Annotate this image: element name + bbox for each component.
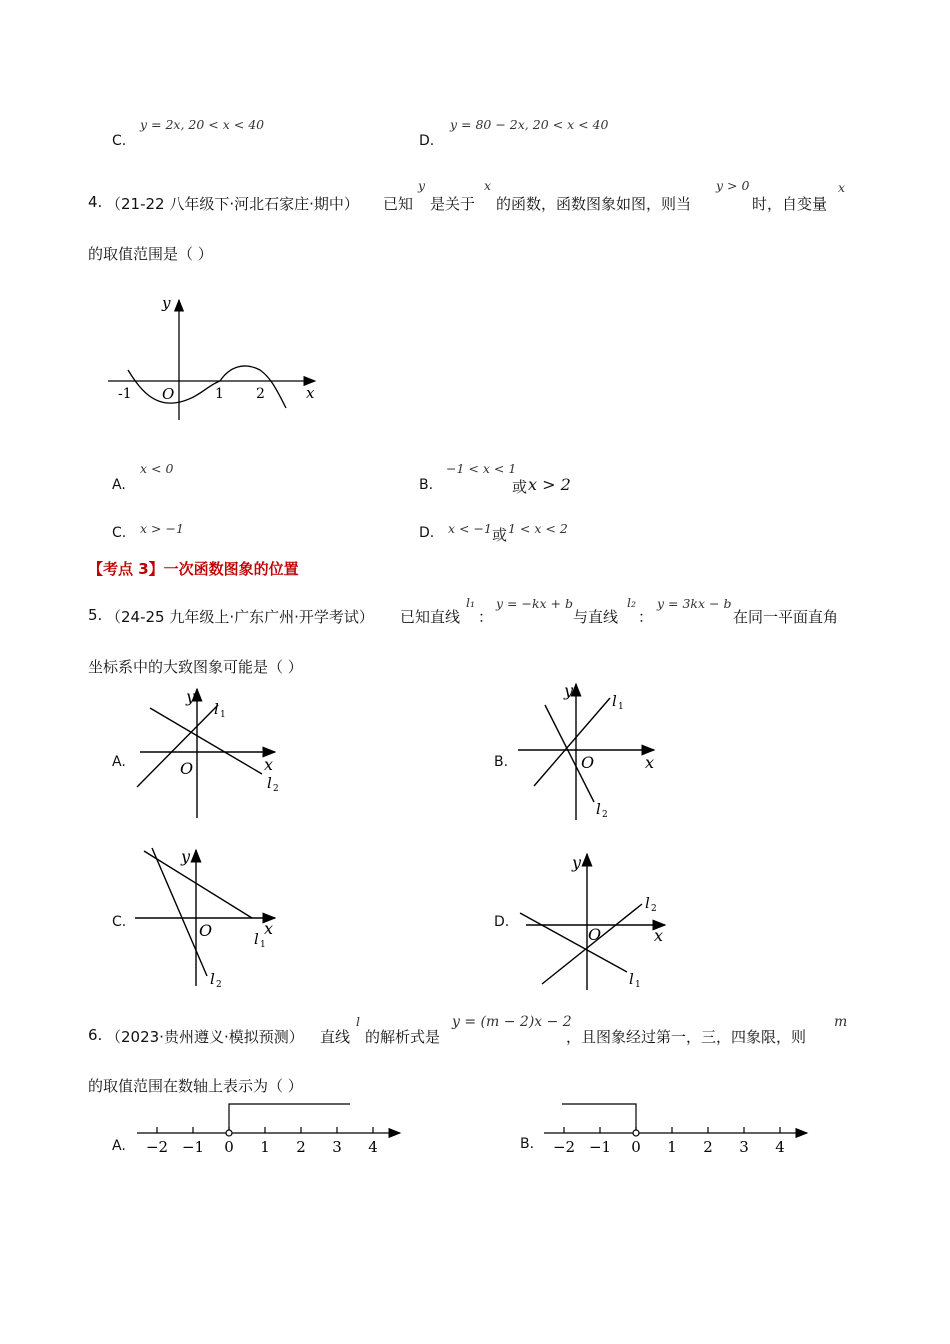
tick-label: 2 xyxy=(703,1138,713,1156)
tick-label: 3 xyxy=(739,1138,749,1156)
tick-label: −2 xyxy=(552,1138,576,1156)
label-l2: l xyxy=(267,774,272,792)
q5-number: 5. xyxy=(88,606,103,624)
option-d-label: D. xyxy=(419,133,435,149)
origin-label: O xyxy=(199,921,213,940)
label-l1-sub: 1 xyxy=(618,702,624,712)
y-axis-label: y xyxy=(564,681,574,700)
open-point xyxy=(226,1130,232,1136)
line-l1 xyxy=(534,698,610,786)
label-l1-sub: 1 xyxy=(220,710,226,720)
tick-label: 2 xyxy=(296,1138,306,1156)
q6-number-line-b xyxy=(542,1100,812,1160)
line-l1 xyxy=(144,851,252,918)
tick-label: −2 xyxy=(145,1138,169,1156)
q5-graph-c xyxy=(130,840,290,990)
q4-math-x: x xyxy=(484,178,492,193)
label-l2-sub: 2 xyxy=(216,980,222,990)
q5-math-eq1: y = −kx + b xyxy=(496,596,574,611)
q5-graph-b xyxy=(512,678,672,824)
q4-number: 4. xyxy=(88,193,103,211)
q4-math-y: y xyxy=(418,178,426,193)
tick-label: 0 xyxy=(224,1138,234,1156)
q4-function-graph xyxy=(100,290,330,430)
q6-option-b-label: B. xyxy=(520,1136,535,1152)
q5-source: （24-25 九年级上·广东广州·开学考试） xyxy=(106,608,374,626)
tick-label: −1 xyxy=(181,1138,205,1156)
tick-label: 0 xyxy=(631,1138,641,1156)
solution-bracket xyxy=(229,1104,350,1133)
origin-label: O xyxy=(581,753,595,772)
label-l1: l xyxy=(629,970,634,988)
q5-math-l2: l₂ xyxy=(627,595,637,610)
q4-option-a-label: A. xyxy=(112,477,126,493)
q5-text: 已知直线 xyxy=(400,608,461,626)
line-l2 xyxy=(152,848,207,976)
q5-graph-a xyxy=(130,684,290,820)
origin-label: O xyxy=(162,385,175,403)
q5-option-b-label: B. xyxy=(494,754,509,770)
x-axis-label: x xyxy=(654,926,664,945)
label-l2: l xyxy=(645,894,650,912)
q4-option-d-math: x < −1 xyxy=(448,521,492,536)
tick-label: 1 xyxy=(260,1138,270,1156)
q4-math-x2: x xyxy=(838,180,846,195)
open-point xyxy=(633,1130,639,1136)
q4-option-c-label: C. xyxy=(112,525,127,541)
tick-label: 3 xyxy=(332,1138,342,1156)
q6-text: ，且图象经过第一，三，四象限，则 xyxy=(566,1028,807,1046)
q4-text: 的函数，函数图象如图，则当 xyxy=(496,195,692,213)
tick-label: 1 xyxy=(667,1138,677,1156)
q4-option-b-math2: x > 2 xyxy=(528,475,571,494)
x-axis-label: x xyxy=(645,753,655,772)
q6-math-l: l xyxy=(356,1014,360,1029)
q4-option-c-math: x > −1 xyxy=(140,521,184,536)
tick-label: −1 xyxy=(588,1138,612,1156)
label-l1-sub: 1 xyxy=(635,980,641,990)
x-axis-label: x xyxy=(264,755,274,774)
label-l2-sub: 2 xyxy=(273,784,279,794)
q6-number-line-a xyxy=(135,1100,405,1160)
tick-label: -1 xyxy=(118,386,132,402)
y-axis-label: y xyxy=(162,294,171,312)
q6-option-a-label: A. xyxy=(112,1138,126,1154)
q4-option-b-or: 或 xyxy=(512,478,528,496)
label-l1-sub: 1 xyxy=(260,940,266,950)
q5-math-l1: l₁ xyxy=(466,595,476,610)
q5-graph-d xyxy=(512,846,677,992)
q6-text: 的解析式是 xyxy=(365,1028,441,1046)
q6-text: 直线 xyxy=(320,1028,351,1046)
label-l1: l xyxy=(214,700,219,718)
y-axis-label: y xyxy=(186,687,196,706)
q5-text: ： xyxy=(478,608,494,626)
label-l2: l xyxy=(210,970,215,988)
q4-option-b-label: B. xyxy=(419,477,434,493)
option-c-math: y = 2x, 20 < x < 40 xyxy=(140,117,265,132)
label-l1: l xyxy=(254,930,259,948)
origin-label: O xyxy=(588,925,602,944)
q4-option-a-math: x < 0 xyxy=(140,461,174,476)
q4-option-d-label: D. xyxy=(419,525,435,541)
option-c-label: C. xyxy=(112,133,127,149)
x-axis-label: x xyxy=(264,919,274,938)
q5-text: 在同一平面直角 xyxy=(733,608,839,626)
tick-label: 1 xyxy=(215,386,224,402)
q5-option-c-label: C. xyxy=(112,914,127,930)
q5-text: ： xyxy=(638,608,654,626)
tick-label: 4 xyxy=(368,1138,378,1156)
q5-option-d-label: D. xyxy=(494,914,510,930)
tick-label: 2 xyxy=(256,386,265,402)
label-l2: l xyxy=(596,800,601,818)
q6-math-m: m xyxy=(834,1014,848,1030)
q5-option-a-label: A. xyxy=(112,754,126,770)
q5-text-line2: 坐标系中的大致图象可能是（ ） xyxy=(88,658,303,676)
line-l1 xyxy=(520,913,627,972)
q5-text: 与直线 xyxy=(573,608,619,626)
q4-source: （21-22 八年级下·河北石家庄·期中） xyxy=(106,195,359,213)
tick-label: 4 xyxy=(775,1138,785,1156)
q5-math-eq2: y = 3kx − b xyxy=(657,596,732,611)
label-l1: l xyxy=(612,692,617,710)
y-axis-label: y xyxy=(181,847,191,866)
q6-math-eq: y = (m − 2)x − 2 xyxy=(452,1014,572,1030)
label-l2-sub: 2 xyxy=(651,904,657,914)
q4-math-cond: y > 0 xyxy=(716,178,750,193)
y-axis-label: y xyxy=(572,853,582,872)
q4-option-d-math2: 1 < x < 2 xyxy=(508,521,568,536)
label-l2-sub: 2 xyxy=(602,810,608,820)
option-d-math: y = 80 − 2x, 20 < x < 40 xyxy=(450,117,609,132)
q4-text: 是关于 xyxy=(430,195,476,213)
q4-text: 时，自变量 xyxy=(752,195,828,213)
q4-text-line2: 的取值范围是（ ） xyxy=(88,245,213,263)
q4-option-d-or: 或 xyxy=(492,526,508,544)
solution-bracket xyxy=(562,1104,636,1133)
line-l1 xyxy=(137,705,218,787)
q6-source: （2023·贵州遵义·模拟预测） xyxy=(106,1028,304,1046)
section-heading: 【考点 3】一次函数图象的位置 xyxy=(88,560,299,578)
q6-text-line2: 的取值范围在数轴上表示为（ ） xyxy=(88,1077,303,1095)
q6-number: 6. xyxy=(88,1026,103,1044)
x-axis-label: x xyxy=(306,384,315,402)
origin-label: O xyxy=(180,759,194,778)
q4-option-b-math: −1 < x < 1 xyxy=(446,461,517,476)
q4-text: 已知 xyxy=(383,195,414,213)
